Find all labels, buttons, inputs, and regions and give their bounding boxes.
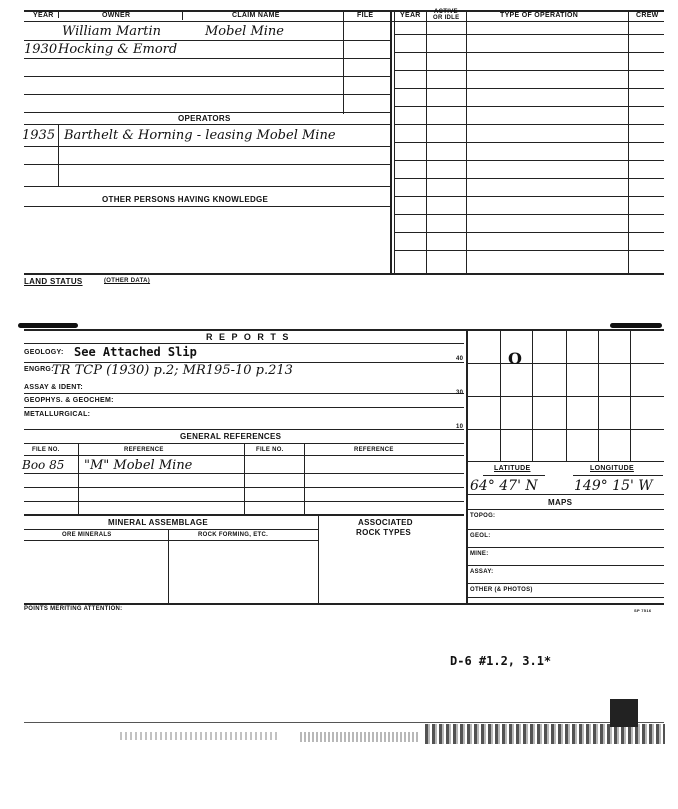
sep bbox=[58, 10, 59, 18]
ops-row bbox=[394, 34, 664, 35]
ops-row bbox=[394, 214, 664, 215]
reports-bottom bbox=[24, 603, 664, 605]
year-2: 1930 bbox=[24, 42, 58, 57]
row-line bbox=[466, 583, 664, 584]
land-status-sub: (OTHER DATA) bbox=[104, 278, 151, 284]
scan-noise bbox=[300, 732, 420, 742]
ops-row bbox=[394, 106, 664, 107]
assay-label: ASSAY & IDENT: bbox=[24, 384, 84, 391]
ore-minerals-label: ORE MINERALS bbox=[62, 532, 112, 538]
row-line bbox=[466, 494, 664, 495]
rock-types-label: ROCK TYPES bbox=[356, 528, 412, 537]
header-file: FILE bbox=[357, 12, 374, 19]
header-year: YEAR bbox=[33, 12, 54, 19]
reports-heading: R E P O R T S bbox=[206, 332, 291, 342]
ops-header-crew: CREW bbox=[636, 12, 659, 19]
row-line bbox=[24, 529, 318, 530]
scan-block bbox=[610, 699, 638, 727]
row-line bbox=[24, 393, 464, 394]
row-line bbox=[24, 186, 390, 187]
header-claim-name: CLAIM NAME bbox=[232, 12, 280, 19]
lat-underline bbox=[483, 475, 545, 476]
map-topog: TOPOG: bbox=[470, 513, 496, 519]
row-line bbox=[24, 540, 318, 541]
grid-row bbox=[466, 363, 664, 364]
sep bbox=[182, 10, 183, 20]
ops-row bbox=[394, 160, 664, 161]
map-assay: ASSAY: bbox=[470, 569, 494, 575]
metallurgical-label: METALLURGICAL: bbox=[24, 411, 91, 418]
ink-smudge bbox=[18, 323, 78, 328]
row-line bbox=[466, 597, 664, 598]
header-owner: OWNER bbox=[102, 12, 131, 19]
grid-mark: O bbox=[508, 349, 522, 368]
row-line bbox=[24, 429, 464, 430]
row-line bbox=[24, 146, 390, 147]
reports-top bbox=[24, 329, 664, 331]
ref-header-reference: REFERENCE bbox=[124, 447, 164, 453]
general-references-heading: GENERAL REFERENCES bbox=[180, 432, 282, 441]
scan-noise bbox=[425, 724, 665, 744]
map-other: OTHER (& PHOTOS) bbox=[470, 587, 533, 593]
grid-row bbox=[466, 396, 664, 397]
file-column-line bbox=[343, 10, 344, 114]
operator-text: Barthelt & Horning - leasing Mobel Mine bbox=[64, 128, 336, 143]
col-line bbox=[78, 443, 79, 515]
col-line bbox=[168, 529, 169, 603]
scan-line bbox=[24, 722, 664, 723]
margin-number: 30 bbox=[456, 390, 464, 396]
ops-row bbox=[394, 178, 664, 179]
ink-smudge bbox=[610, 323, 662, 328]
row-line bbox=[24, 94, 390, 95]
map-geol: GEOL: bbox=[470, 533, 491, 539]
latitude-value: 64° 47' N bbox=[470, 478, 538, 494]
operator-year-line bbox=[58, 124, 59, 186]
scan-noise bbox=[120, 732, 280, 740]
margin-number: 40 bbox=[456, 356, 464, 362]
grid-left-edge bbox=[466, 331, 468, 603]
row-line bbox=[24, 473, 464, 474]
points-meriting-label: POINTS MERITING ATTENTION: bbox=[24, 606, 123, 612]
ops-row bbox=[394, 142, 664, 143]
row-line bbox=[24, 206, 390, 207]
map-mine: MINE: bbox=[470, 551, 489, 557]
margin-number: 10 bbox=[456, 424, 464, 430]
other-persons-heading: OTHER PERSONS HAVING KNOWLEDGE bbox=[102, 195, 269, 204]
engrg-value: TR TCP (1930) p.2; MR195-10 p.213 bbox=[52, 363, 293, 378]
col-line bbox=[318, 514, 319, 603]
ref-file-no: Boo 85 bbox=[22, 458, 65, 472]
geology-value: See Attached Slip bbox=[74, 345, 197, 359]
claim-1: Mobel Mine bbox=[205, 24, 284, 39]
geology-label: GEOLOGY: bbox=[24, 349, 64, 356]
mineral-heading: MINERAL ASSEMBLAGE bbox=[108, 518, 209, 527]
rock-forming-label: ROCK FORMING, ETC. bbox=[198, 532, 269, 538]
ref-header-file-no: FILE NO. bbox=[32, 447, 60, 453]
form-number: SP 7516 bbox=[634, 608, 652, 613]
ops-header-year: YEAR bbox=[400, 12, 421, 19]
ops-row bbox=[394, 124, 664, 125]
long-underline bbox=[573, 475, 663, 476]
col-line bbox=[304, 443, 305, 515]
row-line bbox=[24, 76, 390, 77]
longitude-value: 149° 15' W bbox=[574, 478, 653, 494]
ref-reference: "M" Mobel Mine bbox=[84, 458, 193, 473]
row-line bbox=[466, 547, 664, 548]
associated-label: ASSOCIATED bbox=[358, 518, 413, 527]
ops-row bbox=[394, 52, 664, 53]
ref-header-reference-2: REFERENCE bbox=[354, 447, 394, 453]
row-line bbox=[24, 40, 390, 41]
row-line bbox=[466, 565, 664, 566]
operator-year: 1935 bbox=[22, 128, 56, 143]
grid-row bbox=[466, 461, 664, 462]
row-line bbox=[24, 487, 464, 488]
ops-row bbox=[394, 250, 664, 251]
ops-row bbox=[394, 70, 664, 71]
center-divider bbox=[390, 10, 392, 274]
geophys-label: GEOPHYS. & GEOCHEM: bbox=[24, 397, 114, 404]
ops-header-type: TYPE OF OPERATION bbox=[500, 12, 579, 19]
row-line bbox=[24, 112, 390, 113]
row-line bbox=[24, 164, 390, 165]
row-line bbox=[24, 58, 390, 59]
file-stamp: D-6 #1.2, 3.1* bbox=[450, 654, 552, 668]
row-line bbox=[24, 343, 464, 344]
longitude-label: LONGITUDE bbox=[590, 465, 634, 472]
row-line bbox=[24, 407, 464, 408]
owner-2: Hocking & Emord bbox=[58, 42, 178, 57]
owner-1: William Martin bbox=[62, 24, 162, 39]
row-line bbox=[466, 529, 664, 530]
row-line bbox=[24, 514, 464, 516]
ops-header-or-idle: OR IDLE bbox=[433, 15, 460, 21]
latitude-label: LATITUDE bbox=[494, 465, 531, 472]
ref-header-file-no-2: FILE NO. bbox=[256, 447, 284, 453]
ops-row bbox=[394, 88, 664, 89]
ops-row bbox=[394, 232, 664, 233]
grid-row bbox=[466, 429, 664, 430]
row-line bbox=[24, 501, 464, 502]
engrg-label: ENGRG: bbox=[24, 366, 54, 373]
maps-heading: MAPS bbox=[548, 498, 573, 507]
row-line bbox=[466, 509, 664, 510]
ops-row bbox=[394, 196, 664, 197]
section-bottom bbox=[24, 273, 664, 275]
land-status-label: LAND STATUS bbox=[24, 277, 83, 286]
ops-header-active: ACTIVE bbox=[434, 9, 458, 15]
col-line bbox=[244, 443, 245, 515]
operators-heading: OPERATORS bbox=[178, 114, 231, 123]
header-rule bbox=[24, 21, 664, 22]
row-line bbox=[24, 124, 390, 125]
